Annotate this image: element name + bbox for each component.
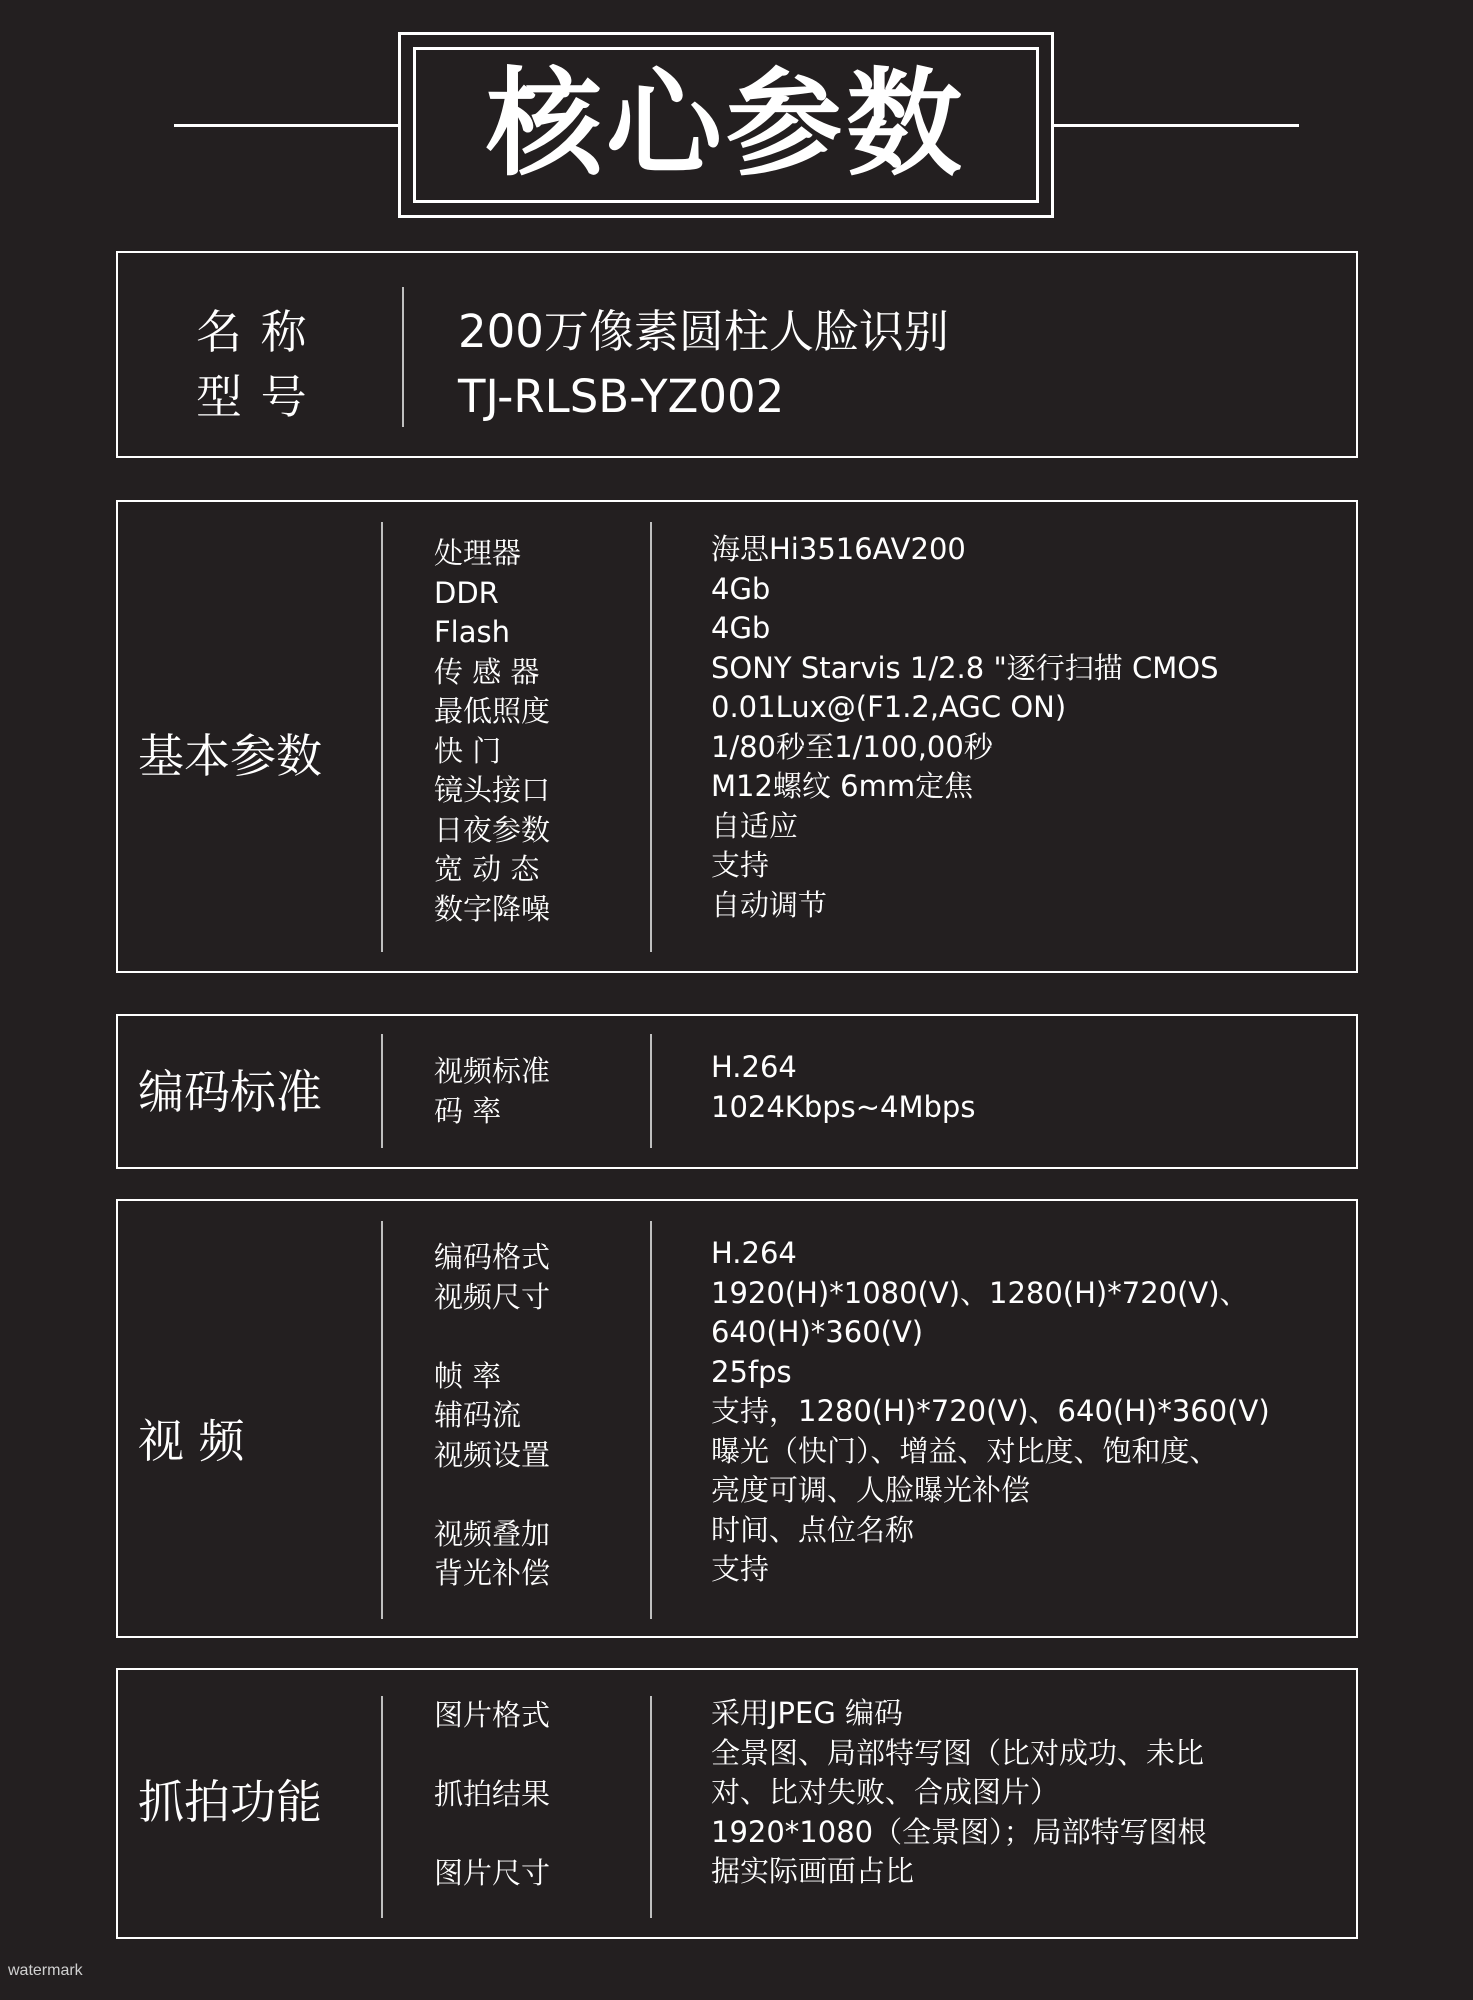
param-value: 时间、点位名称 xyxy=(711,1512,915,1547)
param-label: 视频标准 xyxy=(434,1054,551,1088)
param-value: 支持 xyxy=(711,1552,770,1586)
section-basic xyxy=(116,500,1358,973)
param-label: Flash xyxy=(434,615,510,649)
section-capture xyxy=(116,1668,1358,1939)
section-title: 基本参数 xyxy=(138,729,322,783)
divider xyxy=(381,1034,383,1148)
section-video xyxy=(116,1199,1358,1638)
section-encoding xyxy=(116,1014,1358,1169)
param-value: 1920(H)*1080(V)、1280(H)*720(V)、 xyxy=(711,1275,1249,1310)
divider xyxy=(650,1221,652,1619)
param-value: SONY Starvis 1/2.8 "逐行扫描 CMOS xyxy=(711,650,1219,685)
section-title: 抓拍功能 xyxy=(138,1775,322,1829)
param-label xyxy=(434,1736,550,1776)
param-value: 4Gb xyxy=(711,611,771,645)
param-value: 对、比对失败、合成图片） xyxy=(711,1775,1060,1809)
divider xyxy=(650,522,652,952)
param-label xyxy=(434,1475,550,1515)
section-title: 视 频 xyxy=(138,1414,245,1468)
name-value: 200万像素圆柱人脸识别 xyxy=(458,305,949,358)
param-label: 视频尺寸 xyxy=(434,1279,551,1314)
param-value: 1024Kbps~4Mbps xyxy=(711,1089,976,1124)
param-label: 传 感 器 xyxy=(434,654,540,689)
param-value: 4Gb xyxy=(711,571,771,606)
param-value: 曝光（快门）、增益、对比度、饱和度、 xyxy=(711,1433,1219,1468)
param-label: 图片格式 xyxy=(434,1698,551,1732)
product-id-section xyxy=(116,251,1358,458)
param-value: M12螺纹 6mm定焦 xyxy=(711,769,974,803)
divider xyxy=(402,287,404,427)
divider xyxy=(381,522,383,952)
param-label: 视频叠加 xyxy=(434,1516,551,1551)
param-label: 码 率 xyxy=(434,1093,502,1128)
param-label: 处理器 xyxy=(434,536,522,570)
watermark: watermark xyxy=(8,1962,83,1979)
param-label: DDR xyxy=(434,575,499,610)
param-value: 支持，1280(H)*720(V)、640(H)*360(V) xyxy=(711,1394,1270,1428)
param-labels xyxy=(434,1238,550,1594)
model-value: TJ-RLSB-YZ002 xyxy=(458,370,785,423)
param-label xyxy=(434,1317,550,1357)
param-value: 25fps xyxy=(711,1354,792,1389)
divider xyxy=(381,1221,383,1619)
title-rule-left xyxy=(174,124,400,127)
title-frame-inner xyxy=(413,47,1039,203)
model-label: 型 号 xyxy=(196,370,309,424)
param-value: 自适应 xyxy=(711,808,799,843)
param-label: 宽 动 态 xyxy=(434,852,540,886)
param-value: 0.01Lux@(F1.2,AGC ON) xyxy=(711,690,1067,724)
page-header xyxy=(0,0,1473,230)
param-value: 海思Hi3516AV200 xyxy=(711,532,966,566)
param-label xyxy=(434,1815,550,1855)
section-title: 编码标准 xyxy=(138,1065,322,1119)
param-label: 镜头接口 xyxy=(434,773,551,807)
param-label: 背光补偿 xyxy=(434,1556,551,1590)
title-rule-right xyxy=(1052,124,1299,127)
title-frame xyxy=(398,32,1054,218)
param-value: H.264 xyxy=(711,1050,797,1084)
param-label: 帧 率 xyxy=(434,1358,502,1393)
param-value: 支持 xyxy=(711,848,770,882)
param-label: 快 门 xyxy=(434,733,502,768)
param-labels xyxy=(434,1052,550,1131)
param-values xyxy=(711,1048,975,1127)
divider xyxy=(650,1034,652,1148)
param-label: 视频设置 xyxy=(434,1437,551,1472)
param-label: 日夜参数 xyxy=(434,812,551,847)
param-label: 辅码流 xyxy=(434,1398,522,1432)
name-label: 名 称 xyxy=(196,305,309,359)
param-labels xyxy=(434,534,550,929)
param-value: 亮度可调、人脸曝光补偿 xyxy=(711,1473,1031,1507)
param-value: 自动调节 xyxy=(711,887,828,922)
param-value: 1/80秒至1/100,00秒 xyxy=(711,729,993,764)
param-label: 抓拍结果 xyxy=(434,1777,551,1811)
param-values xyxy=(711,1694,1207,1892)
param-label: 最低照度 xyxy=(434,694,551,728)
param-values xyxy=(711,530,1219,925)
divider xyxy=(381,1696,383,1918)
divider xyxy=(650,1696,652,1918)
param-value: 640(H)*360(V) xyxy=(711,1315,924,1349)
param-value: 1920*1080（全景图）；局部特写图根 xyxy=(711,1814,1207,1849)
param-label: 图片尺寸 xyxy=(434,1856,551,1890)
param-label: 数字降噪 xyxy=(434,891,551,926)
param-label: 编码格式 xyxy=(434,1240,551,1274)
page-title: 核心参数 xyxy=(486,57,966,192)
param-values xyxy=(711,1234,1270,1590)
param-value: 全景图、局部特写图（比对成功、未比 xyxy=(711,1735,1205,1770)
param-value: H.264 xyxy=(711,1236,797,1270)
param-value: 采用JPEG 编码 xyxy=(711,1696,904,1730)
param-value: 据实际画面占比 xyxy=(711,1854,915,1888)
param-labels xyxy=(434,1696,550,1894)
